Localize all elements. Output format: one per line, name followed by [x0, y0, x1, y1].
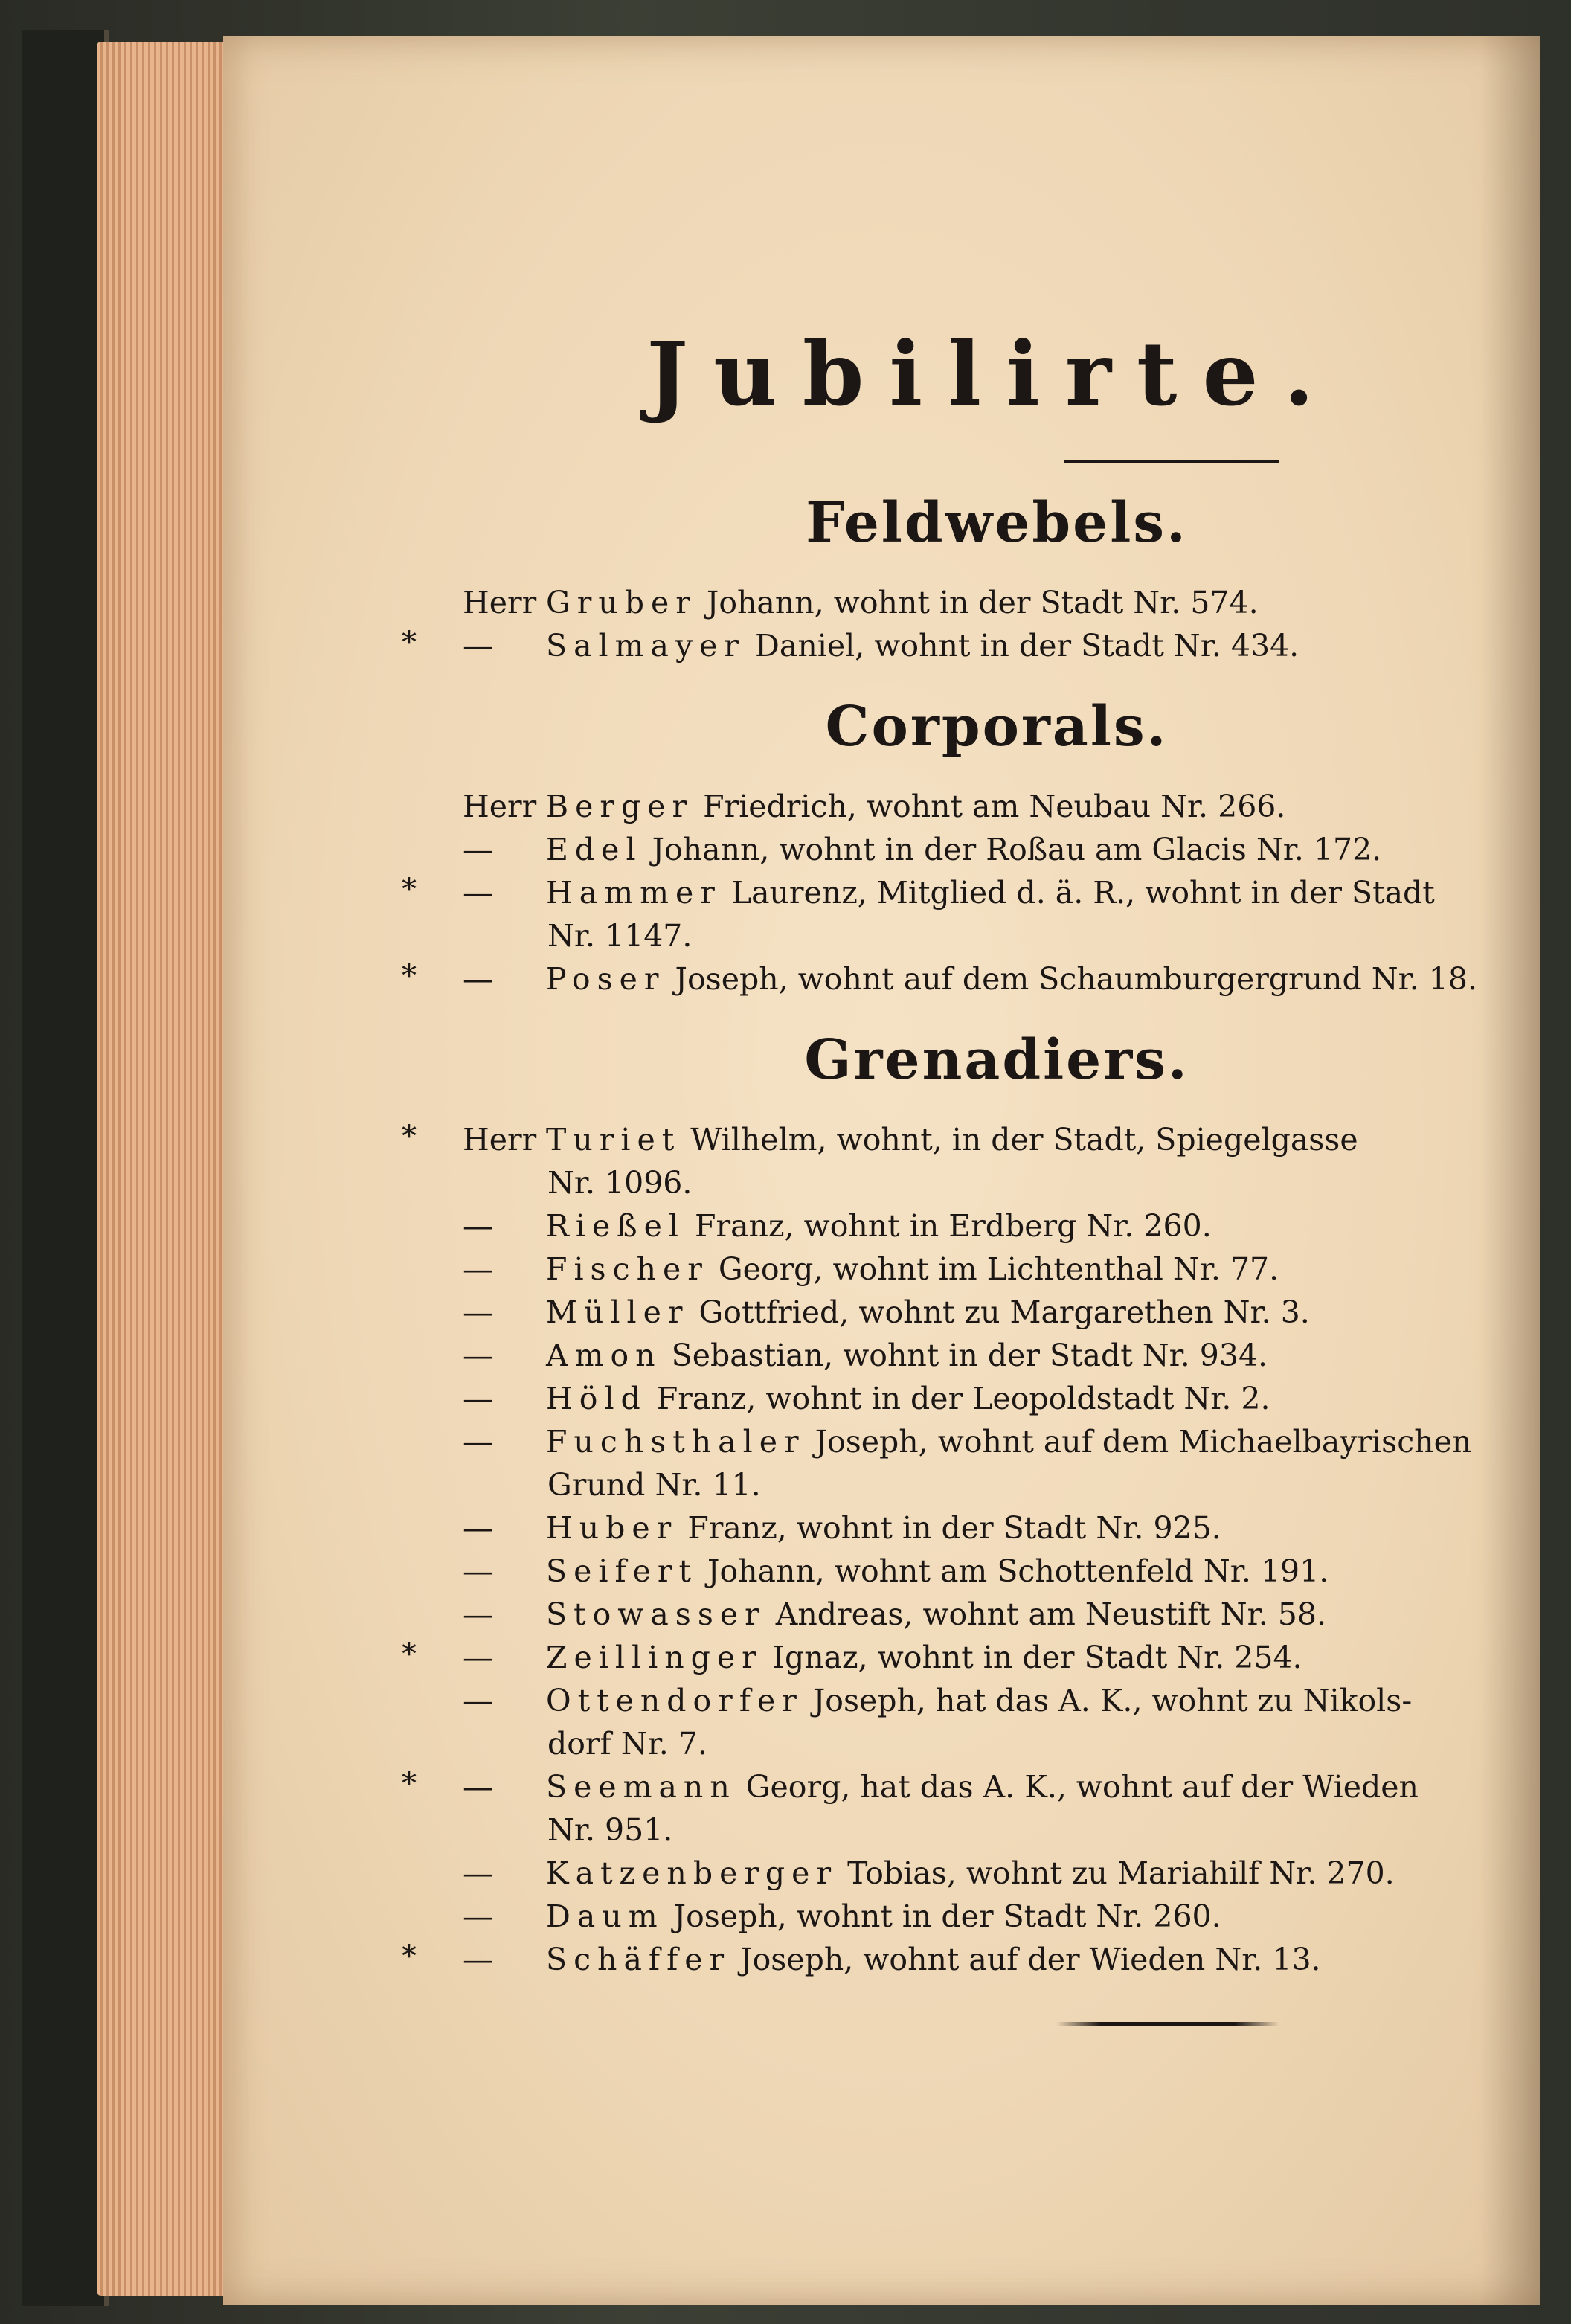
- entry-prefix: —: [463, 1294, 493, 1330]
- entry-details: Franz, wohnt in der Stadt Nr. 925.: [678, 1510, 1221, 1546]
- entry-prefix: —: [463, 1898, 493, 1934]
- entry-surname: Fischer: [546, 1251, 709, 1287]
- entry-continuation: dorf Nr. 7.: [547, 1726, 707, 1762]
- entry-prefix: —: [463, 1596, 493, 1632]
- entry-details: Georg, wohnt im Lichtenthal Nr. 77.: [708, 1251, 1279, 1287]
- entry-details: Ignaz, wohnt in der Stadt Nr. 254.: [762, 1640, 1302, 1675]
- entry-prefix: —: [463, 1640, 493, 1675]
- section-gap: [424, 1001, 1517, 1023]
- roster-entry: [424, 1420, 1517, 1506]
- end-rule-ornament: [1056, 2022, 1279, 2026]
- asterisk-mark: *: [402, 1637, 417, 1672]
- entry-details: Tobias, wohnt zu Mariahilf Nr. 270.: [838, 1855, 1395, 1891]
- entry-surname: Salmayer: [546, 628, 745, 664]
- entry-details: Friedrich, wohnt am Neubau Nr. 266.: [693, 789, 1286, 824]
- page-content: [402, 318, 1517, 1981]
- entry-prefix: —: [463, 1769, 493, 1805]
- entry-prefix: —: [463, 1208, 493, 1244]
- roster-entry: [424, 1679, 1517, 1765]
- roster-entry: [424, 1377, 1517, 1420]
- entry-surname: Daum: [546, 1898, 664, 1934]
- roster-entry: [424, 1852, 1517, 1895]
- entry-prefix: —: [463, 1251, 493, 1287]
- page-title: Jubilirte.: [646, 322, 1340, 426]
- entry-prefix: Herr: [463, 585, 537, 620]
- section-heading: Grenadiers.: [804, 1028, 1189, 1092]
- section-heading: Feldwebels.: [806, 491, 1188, 555]
- entry-prefix: —: [463, 1338, 493, 1373]
- entry-details: Franz, wohnt in der Leopoldstadt Nr. 2.: [646, 1381, 1270, 1416]
- entry-prefix: —: [463, 1424, 493, 1460]
- asterisk-mark: *: [402, 959, 417, 993]
- roster-entry: [402, 1118, 1517, 1204]
- entry-continuation: Grund Nr. 11.: [547, 1467, 761, 1503]
- roster-entry: [424, 1248, 1517, 1291]
- entry-surname: Zeillinger: [546, 1640, 763, 1675]
- entry-surname: Katzenberger: [546, 1855, 838, 1891]
- asterisk-mark: *: [402, 1939, 417, 1974]
- entry-surname: Höld: [546, 1381, 647, 1416]
- entry-surname: Edel: [546, 832, 643, 867]
- entry-surname: Schäffer: [546, 1942, 731, 1977]
- roster-entry: [402, 957, 1517, 1001]
- roster-entry: [424, 1550, 1517, 1593]
- entry-prefix: —: [463, 1381, 493, 1416]
- entry-details: Gottfried, wohnt zu Margarethen Nr. 3.: [689, 1294, 1310, 1330]
- entry-details: Joseph, wohnt auf der Wieden Nr. 13.: [730, 1942, 1321, 1977]
- entry-surname: Rießel: [546, 1208, 686, 1244]
- book-page: [223, 36, 1540, 2305]
- roster-entry: [424, 1334, 1517, 1377]
- entry-details: Joseph, wohnt auf dem Schaumburgergrund Nr. 18.: [665, 961, 1477, 997]
- entry-prefix: Herr: [463, 1122, 537, 1158]
- asterisk-mark: *: [402, 626, 417, 660]
- entry-details: Georg, hat das A. K., wohnt auf der Wieden: [736, 1769, 1419, 1805]
- roster-entry: [424, 1204, 1517, 1248]
- entry-prefix: —: [463, 832, 493, 867]
- entry-details: Johann, wohnt in der Stadt Nr. 574.: [696, 585, 1259, 620]
- entry-prefix: —: [463, 1855, 493, 1891]
- entry-continuation: Nr. 1096.: [547, 1165, 693, 1201]
- entry-prefix: —: [463, 875, 493, 911]
- entry-details: Sebastian, wohnt in der Stadt Nr. 934.: [661, 1338, 1268, 1373]
- entry-surname: Turiet: [546, 1122, 681, 1158]
- roster-entry: [424, 1291, 1517, 1334]
- entry-surname: Hammer: [546, 875, 722, 911]
- roster-entry: [424, 828, 1517, 871]
- entry-prefix: —: [463, 1683, 493, 1718]
- page-stack-edges: [97, 42, 231, 2296]
- entry-surname: Berger: [546, 789, 694, 824]
- asterisk-mark: *: [402, 1120, 417, 1154]
- entry-prefix: —: [463, 1553, 493, 1589]
- sections-container: [402, 486, 1517, 1981]
- roster-entry: [424, 581, 1517, 624]
- roster-entry: [402, 1765, 1517, 1852]
- entry-details: Joseph, wohnt in der Stadt Nr. 260.: [664, 1898, 1221, 1934]
- entry-details: Johann, wohnt am Schottenfeld Nr. 191.: [697, 1553, 1329, 1589]
- entry-surname: Fuchsthaler: [546, 1424, 806, 1460]
- entry-surname: Seemann: [546, 1769, 736, 1805]
- entry-details: Franz, wohnt in Erdberg Nr. 260.: [685, 1208, 1212, 1244]
- entry-details: Joseph, hat das A. K., wohnt zu Nikols-: [803, 1683, 1413, 1718]
- roster-entry: [424, 1593, 1517, 1636]
- section-heading: Corporals.: [825, 695, 1169, 759]
- asterisk-mark: *: [402, 1767, 417, 1801]
- entry-continuation: Nr. 1147.: [547, 918, 693, 954]
- roster-entry: [402, 624, 1517, 667]
- entry-surname: Stowasser: [546, 1596, 766, 1632]
- roster-entry: [424, 1895, 1517, 1938]
- entry-prefix: —: [463, 1942, 493, 1977]
- section-gap: [424, 667, 1517, 690]
- roster-entry: [402, 1938, 1517, 1981]
- roster-entry: [402, 1636, 1517, 1679]
- entry-details: Andreas, wohnt am Neustift Nr. 58.: [765, 1596, 1326, 1632]
- entry-details: Wilhelm, wohnt, in der Stadt, Spiegelgasse: [681, 1122, 1358, 1158]
- entry-details: Joseph, wohnt auf dem Michaelbayrischen: [805, 1424, 1472, 1460]
- title-rule: [1064, 460, 1279, 463]
- entry-prefix: Herr: [463, 789, 537, 824]
- entry-details: Laurenz, Mitglied d. ä. R., wohnt in der Stadt: [721, 875, 1435, 911]
- entry-surname: Poser: [546, 961, 666, 997]
- entry-surname: Amon: [546, 1338, 662, 1373]
- entry-surname: Seifert: [546, 1553, 698, 1589]
- roster-entry: [424, 1506, 1517, 1550]
- roster-entry: [402, 871, 1517, 957]
- entry-surname: Huber: [546, 1510, 678, 1546]
- entry-continuation: Nr. 951.: [547, 1812, 673, 1848]
- entry-prefix: —: [463, 628, 493, 664]
- entry-details: Johann, wohnt in der Roßau am Glacis Nr. 172.: [642, 832, 1382, 867]
- entry-surname: Gruber: [546, 585, 697, 620]
- entry-prefix: —: [463, 961, 493, 997]
- book-spine-edge: [22, 30, 109, 2306]
- asterisk-mark: *: [402, 873, 417, 907]
- entry-surname: Müller: [546, 1294, 690, 1330]
- roster-entry: [424, 785, 1517, 828]
- entry-surname: Ottendorfer: [546, 1683, 803, 1718]
- entry-details: Daniel, wohnt in der Stadt Nr. 434.: [745, 628, 1299, 664]
- entry-prefix: —: [463, 1510, 493, 1546]
